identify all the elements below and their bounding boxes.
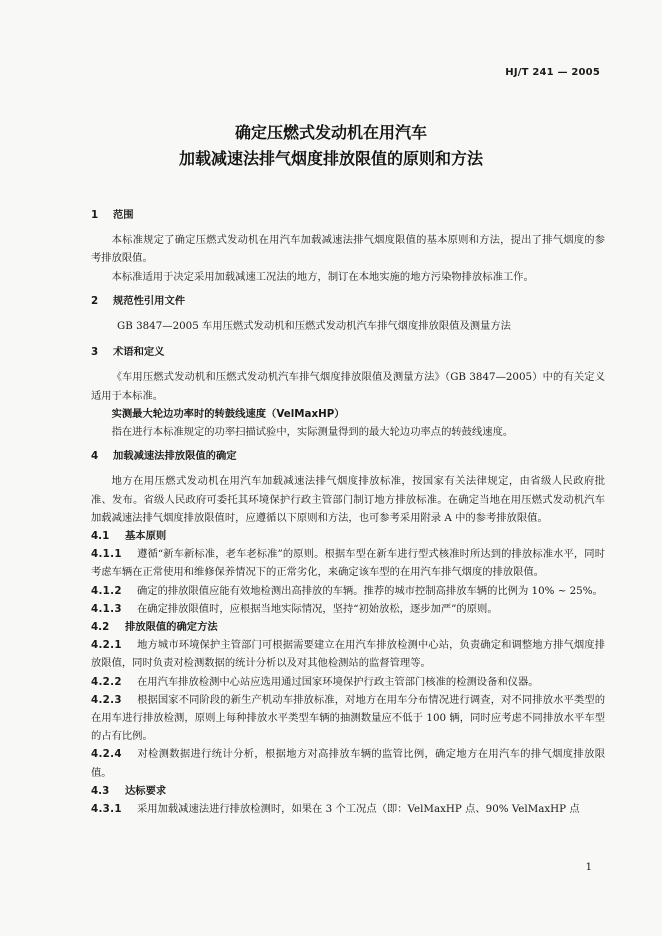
section-number: 1	[91, 209, 99, 221]
page-number: 1	[585, 862, 592, 873]
clause-text: 采用加载减速法进行排放检测时，如果在 3 个工况点（即：VelMaxHP 点、90% VelMaxHP 点	[137, 803, 580, 816]
subsection-title: 排放限值的确定方法	[125, 621, 218, 634]
subsection-number: 4.1	[91, 530, 110, 543]
document-title-line-2: 加载减速法排气烟度排放限值的原则和方法	[178, 149, 483, 168]
section-number: 3	[91, 346, 99, 359]
section-title: 术语和定义	[113, 346, 165, 359]
section-title: 加载减速法排放限值的确定	[113, 450, 237, 463]
subsection-4-3-heading	[91, 782, 605, 800]
section-1-heading	[91, 206, 605, 224]
clause-4-2-3	[91, 691, 605, 746]
subsection-4-1-heading	[91, 527, 605, 545]
scope-paragraph-1: 本标准规定了确定压燃式发动机在用汽车加载减速法排气烟度限值的基本原则和方法，提出了排气烟度的参考排放限值。	[91, 234, 605, 265]
section-number: 4	[91, 450, 99, 463]
subsection-number: 4.2	[91, 621, 110, 634]
clause-number: 4.1.1	[91, 548, 122, 561]
clause-text: 确定的排放限值应能有效地检测出高排放的车辆。推荐的城市控制高排放车辆的比例为 10% ~ 25%。	[137, 584, 603, 597]
subsection-title: 达标要求	[125, 784, 167, 797]
term-velmaxhp: 实测最大轮边功率时的转鼓线速度（VelMaxHP）	[111, 407, 345, 420]
clause-number: 4.2.2	[91, 675, 122, 688]
section-2-heading	[91, 292, 605, 310]
clause-4-2-1	[91, 636, 605, 672]
clause-number: 4.1.2	[91, 584, 122, 597]
document-title-line-1: 确定压燃式发动机在用汽车	[234, 123, 427, 142]
clause-number: 4.3.1	[91, 803, 122, 816]
clause-4-2-4	[91, 745, 605, 781]
scope-paragraph-2: 本标准适用于决定采用加载减速工况法的地方，制订在本地实施的地方污染物排放标准工作。	[111, 270, 534, 283]
section-4-heading	[91, 447, 605, 465]
clause-4-1-1	[91, 545, 605, 581]
section-title: 规范性引用文件	[113, 294, 186, 307]
clause-text: 地方城市环境保护主管部门可根据需要建立在用汽车排放检测中心站，负责确定和调整地方排气烟度排放限值，同时负责对检测数据的统计分析以及对其他检测站的监督管理等。	[91, 639, 605, 670]
subsection-4-2-heading	[91, 618, 605, 636]
clause-number: 4.2.3	[91, 693, 122, 706]
clause-4-2-2	[91, 673, 605, 691]
subsection-title: 基本原则	[125, 530, 167, 543]
clause-text: 在用汽车排放检测中心站应选用通过国家环境保护行政主管部门核准的检测设备和仪器。	[137, 675, 539, 688]
clause-number: 4.2.4	[91, 748, 122, 761]
clause-4-3-1	[91, 800, 605, 818]
standard-code: HJ/T 241 — 2005	[505, 67, 600, 78]
section-number: 2	[91, 294, 99, 307]
section-3-heading	[91, 343, 605, 361]
terms-paragraph: 《车用压燃式发动机和压燃式发动机汽车排气烟度排放限值及测量方法》（GB 3847—2005）中的有关定义适用于本标准。	[91, 371, 605, 402]
clause-4-1-2	[91, 582, 605, 600]
term-definition: 指在进行本标准规定的功率扫描试验中，实际测量得到的最大轮边功率点的转鼓线速度。	[111, 426, 514, 439]
section-title: 范围	[113, 209, 134, 221]
limits-intro-paragraph: 地方在用压燃式发动机在用汽车加载减速法排气烟度排放标准，按国家有关法律规定，由省级人民政府批准、发布。省级人民政府可委托其环境保护行政主管部门制订地方排放标准。在确定当地在用压燃式发动机汽车加载减速法排气烟度排放限值时，应遵循以下原则和方法，也可参考采用附录 A 中的参考排放限值。	[91, 475, 605, 524]
clause-text: 在确定排放限值时，应根据当地实际情况，坚持“初始放松，逐步加严”的原则。	[137, 602, 498, 615]
clause-text: 对检测数据进行统计分析，根据地方对高排放车辆的监管比例，确定地方在用汽车的排气烟度排放限值。	[91, 748, 605, 779]
clause-text: 遵循“新车新标准，老车老标准”的原则。根据车型在新车进行型式核准时所达到的排放标准水平，同时考虑车辆在正常使用和维修保养情况下的正常劣化，来确定该车型的在用汽车排气烟度的排放限值。	[91, 548, 605, 579]
clause-number: 4.1.3	[91, 602, 122, 615]
document-body	[91, 200, 605, 818]
clause-number: 4.2.1	[91, 639, 122, 652]
clause-4-1-3	[91, 600, 605, 618]
normative-reference: GB 3847—2005 车用压燃式发动机和压燃式发动机汽车排气烟度排放限值及测量方法	[117, 320, 511, 333]
clause-text: 根据国家不同阶段的新生产机动车排放标准，对地方在用车分布情况进行调查，对不同排放水平类型的在用车进行排放检测，原则上每种排放水平类型车辆的抽测数量应不低于 100 辆，同时应考虑不同排放水平车型的占有比例。	[91, 693, 605, 743]
subsection-number: 4.3	[91, 784, 110, 797]
